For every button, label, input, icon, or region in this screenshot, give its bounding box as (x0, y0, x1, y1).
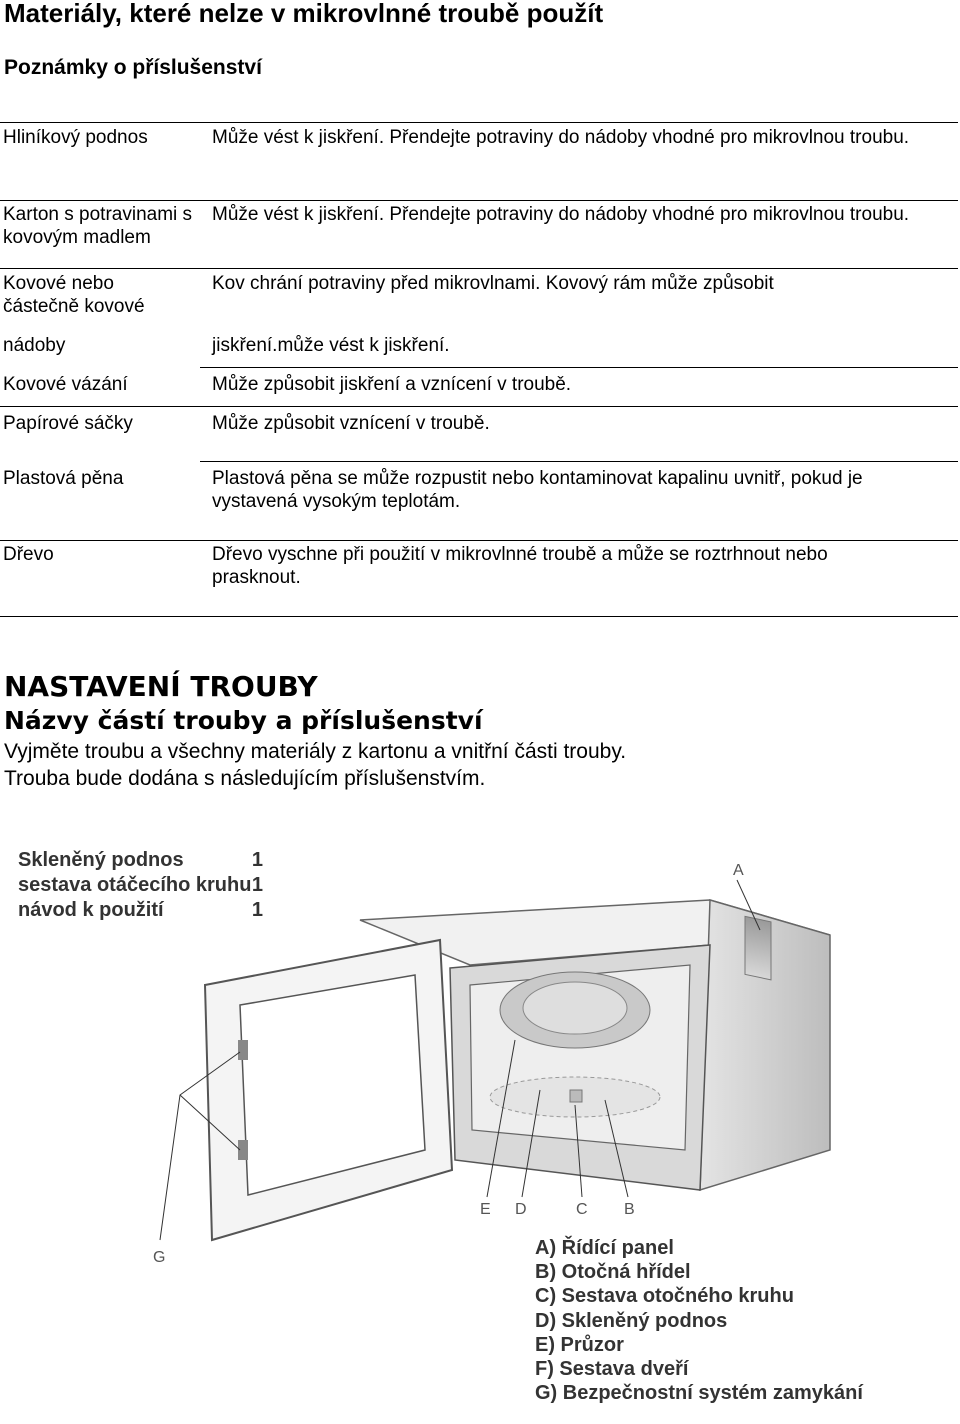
legend-item: C) Sestava otočného kruhu (535, 1285, 794, 1308)
material-cell: Dřevo (3, 544, 54, 565)
callout-label-g: G (153, 1249, 166, 1266)
note-cell: Plastová pěna se může rozpustit nebo kontaminovat kapalinu uvnitř, pokud je vystavená vysokým teplotám. (212, 468, 863, 512)
accessory-qty: 1 (251, 849, 263, 871)
legend-item: A) Řídící panel (535, 1237, 674, 1259)
note-cell: Dřevo vyschne při použití v mikrovlnné troubě a může se roztrhnout nebo prasknout. (212, 544, 828, 588)
callout-label-c: C (576, 1201, 588, 1218)
callout-label-a: A (733, 862, 744, 879)
section-heading: NASTAVENÍ TROUBY (4, 670, 318, 703)
section-subtitle: Poznámky o příslušenství (4, 56, 262, 79)
note-cell: Kov chrání potraviny před mikrovlnami. Kovový rám může způsobit (212, 273, 774, 294)
note-cell: Může vést k jiskření. Přendejte potraviny do nádoby vhodné pro mikrovlnou troubu. (212, 204, 910, 225)
note-cell: jiskření.může vést k jiskření. (212, 335, 450, 356)
legend-item: G) Bezpečnostní systém zamykání (535, 1382, 863, 1405)
note-cell: Může způsobit jiskření a vznícení v troubě. (212, 374, 572, 395)
intro-text: Trouba bude dodána s následujícím příslušenstvím. (4, 767, 486, 790)
material-cell: Kovové nebo částečně kovové (3, 273, 145, 317)
material-cell: nádoby (3, 335, 66, 356)
accessory-name: Skleněný podnos (18, 849, 184, 871)
callout-label-b: B (624, 1201, 635, 1218)
legend-item: E) Průzor (535, 1333, 624, 1356)
callout-label-d: D (515, 1201, 527, 1218)
material-cell: Hliníkový podnos (3, 127, 148, 148)
material-cell: Papírové sáčky (3, 413, 133, 434)
parts-legend (535, 1236, 863, 1405)
accessory-name: sestava otáčecího kruhu (18, 874, 252, 896)
accessory-qty: 1 (251, 874, 263, 896)
material-cell: Plastová pěna (3, 468, 124, 489)
material-cell: Kovové vázání (3, 374, 128, 395)
turntable-shaft (570, 1090, 582, 1102)
accessory-qty: 1 (251, 899, 263, 921)
note-cell: Může vést k jiskření. Přendejte potraviny do nádoby vhodné pro mikrovlnou troubu. (212, 127, 910, 148)
door-latch (238, 1040, 248, 1060)
page-title: Materiály, které nelze v mikrovlnné troubě použít (4, 0, 604, 28)
legend-item: D) Skleněný podnos (535, 1309, 728, 1332)
turntable-plate-inner (523, 982, 627, 1034)
accessory-name: návod k použití (18, 899, 164, 921)
note-cell: Může způsobit vznícení v troubě. (212, 413, 490, 434)
material-cell: Karton s potravinami s kovovým madlem (3, 204, 193, 248)
callout-label-e: E (480, 1201, 491, 1218)
legend-item: B) Otočná hřídel (535, 1261, 691, 1284)
legend-item: F) Sestava dveří (535, 1358, 689, 1381)
section-subheading: Názvy částí trouby a příslušenství (4, 706, 483, 735)
intro-text: Vyjměte troubu a všechny materiály z kartonu a vnitřní části trouby. (4, 740, 627, 763)
